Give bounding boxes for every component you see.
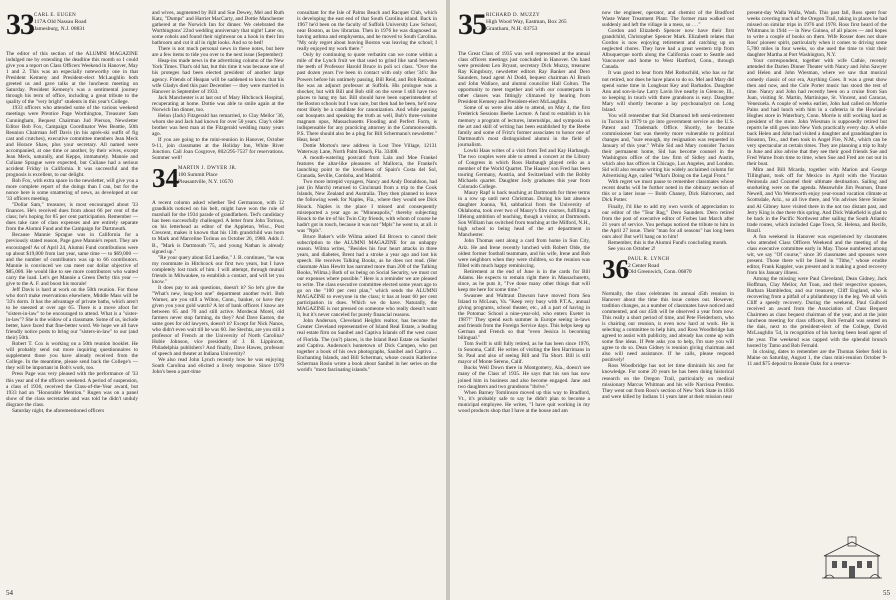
class-year-number: 35 (458, 8, 486, 41)
paragraph: Lowki Haas writes of a visit from Ted and Kay Harbaugh. The two couples were able to attend a concert at the Library of Congress in which Ross Harbaugh played cello as a member of the World Quartet. The Haases' son Fred has been touring Germany, Austria, and Switzerland with the Bobby Michaels quartet. Daughter Jody graduates this year from Colorado College. (458, 147, 590, 191)
paragraph: When Barney Tomlinson moved up this way to Bradford, Vt., it's probably safe to say he didn't plan to become a municipal employee. He writes, "I have quit working in my wood products shop that I have at the house and am (458, 389, 590, 414)
paragraph: If you are going to the mini-reunion in Hanover, October 9-11, join classmates at the Holiday Inn, White River Junction. Call Joan Cosgrove, 802/295-7537 for reservations. Summer well! (152, 136, 284, 162)
paragraph: Mim and Bill Mcarda, together with Marion and George Tillinghast, took off for Mexico in April with the Yucatan Peninsula and Cozumel their ultimate destination. Sailing and snorkeling were on the agenda. Meanwhile Jim Pearson, Dune Newell, and Vin Wentworth enjoy year-round vacation climate at Scottsdale, Ariz., so all live there, and Vin advises Steve Stoiser and Al Gibney have visited there in the not too distant past, and Jerry King is due there this spring. And Dick Wakefield is glad to be back in the Pacific Northwest after sailing the South Atlantic trade routes, which included Cape Town, St. Helena, and Recife, Brazil. (747, 167, 887, 234)
paragraph: Remember, this is the Alumni Fund's concluding month. (608, 239, 728, 246)
page-number: 54 (6, 589, 13, 597)
paragraph: present-day Walla Walla, Wash. This past fall, Ross spent four weeks covering much of the Oregon Trail, taking in places he had missed on similar trips in 1976 and 1978. Ross first heard of the Whitmans in 1944 — in New Guinea, of all places — and hopes to write a couple of books on them. Wife Rosser does not share Ross' pioneer spirit, particularly when it comes to driving some 5,700 miles in four weeks, so she used the time to visit their daughter Martha at Port Washington, N.Y. (747, 10, 887, 59)
right-column-2 (602, 10, 734, 400)
paragraph: Some of us were also able to attend, on May 4, the first Frederick Sessions Beebe Lecture. A fund to establish in his memory a program of lectures, internships, and symposia on the art and skill of writing has been established by the Beebe family and some of Fritz's former associates to honor one of Dartmouth's most distinguished alumni in the field of journalism. (458, 105, 590, 148)
paragraph: The editor of this section of the ALUMNI MAGAZINE indulged me by extending the deadline this month so I could give you a report on Class Officers Weekend in Hanover, May 1 and 2. This was an especially noteworthy one in that President Kemeny and President-elect McLaughlin both greeted us and gave talks at the luncheon meeting on Saturday. President Kemeny's was a sentimental journey through his term of office, including a great tribute to the quality of the "very bright" students in this year's College. (6, 51, 138, 106)
building-sketch-icon (822, 536, 882, 582)
paragraph: Ross Woodbridge has not let time diminish his zest for knowledge. For some 20 years he has been doing historical research on the Oregon Trail, particularly on medical missionary Marcus Whitman and his wife Narcissa Prentiss. They went out from Ross's section of New York State in 1836 and were killed by Indians 11 years later at their mission near (602, 363, 734, 400)
paragraph: Maury Rapf is back teaching at Dartmouth for three terms in a row up until next Christmas. During his last absence daughter Joanna, '84, sabbatical from the University of Oklahoma, took over two of Maury's film courses, fulfilling a lifelong ambition of teaching, though a visitor, at Dartmouth. Son William has switched from teaching at the Milford, N.H., high school to being head of the art department in Manchester. (458, 190, 590, 239)
paragraph: Bob Fox, with extra space in the newsletter, will give you a more complete report of the doings than I can, but for the nonce here is some smattering of news, as developed at our '33 officers meeting. (6, 177, 138, 203)
paragraph: Press Page was very pleased with the performance of '33 this year and of the officers weekend. A period of suspension, a class of 1936, received the Class-of-the-Year award, but 1933 had an "Honorable Mention." Rugen was on a panel show of the class secretaries and was told he didn't unduly disgrace the class. (6, 371, 138, 408)
paragraph: Only by continuing to quote verbatim can we come within a mile of the Lynch fruit we that used to grind like sand between the teeth of Professor Harold Bruce in poli sci class. "Over the past dozen years I've been in contact with only other '34's: Ike Powers before his untimely passing, Bill Reid, and Bob Rodman. Ike was an adjunct professor at Suffolk. His prologue was a shocker, but with Bill and Bob still on the scene I still have two places to hang my hat. Bill should have been superintendent of the Boston schools but I was sure, but then had he been, he'd now most likely be a candidate for canonization. And while passing out bouquets and speaking the truth as well, Bob's three-volume magnum opus, Massachusetts Flooding and Perfect Form, is indispensable for any practicing attorney in the Commonwealth. P.S. There should also be a plug for Bill Schermann's newsletter." Hear, hear! (297, 52, 437, 143)
paragraph: Two more intrepid voyagers, Nancy and Andy Donaldson, had just (in March) returned to Cincinnati from a trip to the Cook Islands, New Zealand and Australia. They then planned to leave the following week for Naples, Fla., where they would see Dick Houck. Naples is the place I missed and consequently misreported a year ago as "Minneapolis," thereby subjecting Houck to the ire of his Twin City friends, with whom of course he hadn't got in touch, because it was not "Mpls" he went to, at all. it was "Npls". (297, 179, 437, 234)
address-line-2: Jamesburg, N.J. 08831 (34, 25, 86, 32)
paragraph: Retirement at the end of June is in the cards for Bill Adams. He expects to remain right there in Massachusetts, since, as he puts it, "I've done many other things that will keep me here for some time." (458, 268, 590, 293)
page-number: 55 (883, 589, 890, 597)
paragraph: Helon (Jack) Fitzgerald has remarried, to Clay Mellor '36, whom she and Jack had known for over 50 years. Clay's older brother was best man at the Fitzgerald wedding many years ago. (152, 112, 284, 137)
paragraph: John Thomas sent along a card from home in Sun City, Ariz. He and Irene recently lunched with Robert Olde, the oldest former football teammate, and his wife, Irene and Bob were neighbors when they were children, so the reunion was filled with much happy reminiscing. (458, 238, 590, 269)
paragraph: There is not much personal news in these notes, but here are a few items to tide you over to the next issue (September): (152, 46, 284, 59)
paragraph: In closing, dates to remember are the Thomas Sieber field in Maine on Saturday, August 1, the class mini-reunion October 9-11 and $75 deposit to Bonnie Oaks for a reserva- (747, 348, 887, 367)
secretary-name: PAUL R. LYNCH (628, 256, 670, 262)
paragraph: Your correspondent, together with wife Cathie, recently attended the Darien Dinner Theater with Nancy and John Sawyer and Helen and John Wiesman, where we saw that musical comedy classic of our era, Anything Goes. It was a great show then and now, and the Cole Porter music has stood the test of time. Nancy and John had recently been on a cruise from San Juan, visiting St. Martin, Martinique, St. Vincent, and Caracas, Venezuela. A couple of weeks earlier, John had called on Morrie Pains and had lunch with him in a cafeteria in the Howland-Hughes store in Waterbury, Conn. Morrie is still working hard as president of the store. John Wiesman is supposedly retired but reports he still goes into New York practically every day. A while back Helen and John had visited a daughter and granddaughter in Houston, Tex., and then took in Angel Fire, N.M., which can be very spectacular at certain times. They are planning a trip to Italy in June and also advise that they see their good friends Sue and Fred Warne from time to time, when Sue and Fred are not out in their boat. (747, 58, 887, 168)
secretary-name: RICHARD D. MUZZY (486, 13, 541, 18)
paragraph: Heap-ins made news in the advertising column of the New York Times. That's old hat, but this time it was because one of his proteges had been elected president of another large agency. Friends of Heapan will be saddened to know that his wife Gladys died this past December — they were married in Hanover in September of 1933. (152, 58, 284, 95)
left-column-3 (297, 10, 437, 373)
address-line-1: 117A Old Nassau Road (34, 19, 87, 26)
right-column-1 (458, 10, 590, 414)
paragraph: A recent column asked whether Ted Germanson, with 12 grandkids noticed on his belt, might have won the role of marshall for the 1934 parade of grandfathers. Ted's candidacy has been successfully challenged. A letter from John Torinus, on his letterhead as editor of the Appleton, Wisc., Post Crescent, makes it known that his 13th grandchild was born to Mark and Marceline Torinus on October 26, 1980. Adds J. B., "Mark is Dartmouth '75, and young Nathan is already signed up." (152, 200, 284, 255)
class-secretary-address (628, 257, 692, 276)
left-column-1 (6, 10, 138, 414)
class-secretary-address (34, 13, 86, 32)
paragraph: You will remember that Sid Diamond left semi-retirement in Tucson in 1979 to go into government service as the U.S. Patent and Trademark Office. Shortly, he became commissioner but was thereby more vulnerable to political changes and, "sure enough, my resignation was requested in January of this year." While Sid and Mary consider Tucson their permanent home, Sid has become counsel in the Washington office of the law firm of Sidley and Austin, which also has offices in Chicago, Los Angeles, and London. Sid will also resume writing his widely acclaimed column for Advertising Age, called "What's Doing on the Legal Front." (602, 112, 734, 180)
paragraph: Swasnee and Waltraut Dawson have moved from Sea Island to McLean, Va. "Keep very busy with P.T.A., annual giving programs, school theater, etc., all a part of having in the Potomac School a nine-year-old, who enters Exeter in 1987!" They spend each summer in Europe seeing in-laws and friends from the Foreign Service days. This helps keep up German and French so that "even Jessica is becoming bilingual." (458, 292, 590, 342)
class-year-number: 33 (6, 8, 34, 41)
address-line-2: Grantham, N.H. 03753 (486, 25, 538, 32)
paragraph: A fun weekend in Hanover was experienced by classmates who attended Class Officers Weekend and the meeting of the class executive committee early in May. Those numbered among wit, we say "Of course," since 36 classmates and spouses were present. Those there will be listed in "Tithe," whose erudite editor, Frank Kappler, was present and is making a good recovery from his January illness. (747, 233, 887, 277)
class-secretary-address (486, 13, 567, 32)
class-year-number: 36 (602, 253, 629, 284)
left-page (0, 0, 446, 600)
class-header-1935 (458, 10, 590, 48)
paragraph: Gordon and Elizabeth Spencer now have their first grandchild, Christopher Spencer Mark. Elizabeth relates that Gordon is now enjoying retirement and catching up on neglected chores. They have had a great western trip from Albuquerque north along the California coast to Seattle and Vancouver and home to West Hartford, Conn., through Canada. (602, 28, 734, 71)
secretary-name: CARL E. EUGEN (34, 13, 77, 18)
address-line-2: Old Greenwich, Conn. 06870 (628, 269, 692, 276)
building-illustration (822, 536, 882, 587)
class-secretary-address (178, 166, 237, 185)
address-line-2: Pleasantville, N.Y. 10570 (178, 178, 233, 185)
left-column-2 (152, 10, 284, 376)
paragraph: Saturday night, the aforementioned officers (12, 407, 105, 414)
paragraph: A mouth-watering postcard from Lala and Moe Frankel features the altar-like pleasures of Mallorca, the Frankel's launching point to the loveliness of Spain's Costa del Sol, Granada, Seville, Cordoba, and Madrid. (297, 155, 437, 180)
paragraph: 1933 officers who attended some of the various weekend meetings were Prentice Page Worthington, Treasurer Sam Cunningham, Bequest Chairman Jud Pierson, Newsletter Editor Bob Fox, Campaign Coordinator Wes Beattie, 50th Reunion Chairman Jeff Davis (in his aprés-ski outfit of fig cast and crutches), executive committee members Jean Meck and Horace Shaw, plus your secretary. All named were accompanied, at one time or another, by their wives, except Jean Meck, naturally, and Keppo, immaturely. Mannie and Culiane Sprague were expected, but Culiane had a serious accident Friday in California. It was successful and the prognosis is excellent, to our delight. (6, 105, 138, 178)
class-header-1933 (6, 10, 138, 48)
paragraph: Robert T. Cox is working on a 50th reunion booklet. He will probably send out more inquiring questionnaires to supplement those you have already received from the College. In the meantime, please send back the College's — they will be important in Bob's work, too. (6, 341, 138, 372)
class-header-1934 (152, 164, 284, 198)
paragraph: Jack Manchester is at last out of Mary Hitchcock Hospital, recuperating at home. Dottie was able to smile again at the Norwich Inn dinner, too. (152, 94, 284, 113)
paragraph: Normally, the class celebrates its annual 45th reunion in Hanover about the time this issue comes out. However, tradition changes, as a number of classmates have noticed and commented, and our 45th will be observed a year from now. This really a short period of time, and Pete Fleiderborn, who is chairing our reunion, is even now hard at work. He is selecting a committee to help him, and Ross Woodbridge has agreed to assist with publicity, and already has come up with some fine ideas. If Pete asks you to help, I'm sure you will agree to do so. Dean Gidney is reunion giving chairman and also will need assistance. If he calls, please respond positively! (602, 290, 734, 364)
address-line-1: 100 Summit Place (178, 172, 218, 179)
paragraph: John Anderson, Cleveland Heights realtor, has become the Greater Cleveland representative of Island Real Estate, a leading real estate firm on Sanibel and Captiva Islands off the west coast of Florida. The (on?) places, is the Island Real Estate on Sanibel and Captiva. Anderson's hometown of Dick Campen, who put together a book of his own photographs, Sanibel and Captiva ... Enchanting Islands, and Bill Scherman, whose cousin Katherine Scherman Rosin wrote a book about Sanibel in her series on the world's "most fascinating islands." (297, 318, 437, 373)
right-column-3 (747, 10, 887, 367)
paragraph: "Re your query about Ed Luedke," J. B. continues, "he was my roommate in Hitchcock our first two years, but I have completely lost track of him. I will attempt, through mutual friends in Milwaukee, to establish a contact, and will let you know." (152, 254, 284, 285)
paragraph: Jeff Davis is hard at work on the 50th reunion. For those who don't make reservations elsewhere, Middle Mass will be '33's dorm. It has the advantage of private baths, which aren't to be sneezed at over age 65. There is a move afoot for "sisters-in-law" to be encouraged to attend. What is a "sister-in-law"? She is the widow of a classmate. Some of us, include better, have faced that fine-better word. We hope we all have friendly notice posts to bring our "sisters-in-law" to our (and their) 50th. (6, 286, 138, 342)
address-line-1: 2 Center Road (628, 263, 660, 270)
paragraph: We also read John Lynch recently how he was enjoying South Carolina and elicited a lively response. Since 1979 John's been a part-time (152, 357, 284, 376)
paragraph: Bruce Baker's wife Wilma asked Ed Brown to cancel their subscription to the ALUMNI MAGAZINE for an unhappy reason. Wilma writes, "Besides his four heart attacks in three years, and diabetes, Brent had a stroke a year ago and lost his speech. He receives Talking Books, as he does not read. (Her classmate Alan Hewitt has narrated more than 200 of the Talking Books, Wilma.) Both of us being on Social Security, we must cut our expenses where possible." Here is a reminder we are pleased to write. The class executive committee elected some years ago to go on the "100 per cent plan," which sends the ALUMNI MAGAZINE to everyone in the class; it has at least 60 per cent participation in dues. Which we do have. Naturally, the MAGAZINE is not pressed on someone who really doesn't want it, but it's never canceled for purely financial reasons. (297, 233, 437, 319)
paragraph: "Dollar Sam," treasurer, is most encouraged about '33 finances. He's received dues from about 66 per cent of the class; he's hoping for 85 per cent participation. Remember — dues take care of class expenses and are entirely separate from the Alumni Fund and the Campaign for Dartmouth. (6, 202, 138, 233)
paragraph: It does pay to ask questions, doesn't it? So let's give the "What's new, long-lost one" department another twirl. Bob Warner, are you still a Wilton, Conn., banker, or have they given you your gold watch? A lot of bank officers I know are between 65 and 70 and still active. Mordecai Morel, old farmers never stop farming, do they? And Dave Easton, the same goes for old lawyers, doesn't it? Except for Nick Nanos, who didn't even wait till he was 60. Joe Stechta, are you still a professor of French at the University of North Carolina? Hubie Johnson, vice president of J. B. Lippincott, Philadelphia publishers? And finally, Dave Hawes, professor of speech and theater at Indiana University? (152, 284, 284, 358)
paragraph: Finally, I'd like to add my own words of appreciation to our editor of the "Tear Rag," Dero Saunders. Dero retired from the post of executive editor of Forbes last March after 21 years of service. You perhaps noticed the tribute to him in the April 27 issue. Their "man for all seasons" has long been ours also! But we'll hang on to him! (602, 203, 734, 240)
address-line-1: High Wood Way, Eastman, Box 265 (486, 19, 567, 26)
paragraph: now the engineer, operator, and chemist of the Bradford Waste Water Treatment Plant. The former man walked out suddenly and left the village in a mess, so . . ." (602, 10, 734, 29)
paragraph: Because Mannie Sprague was in California for a previously stated reason, Page gave Mannie's report. They are encouraged! As of April 24, Alumni Fund contributions were up about $19,000 from last year, same time — to $69,000 — and the number of contributors was up to 66 contributors. Mannie is convinced we can meet our dollar objective of $85,000. He would like to see more contributors who waited carry the load. Let's get Mannie a Green Derby this year — give to the A. F. and boost his morale! (6, 232, 138, 287)
paragraph: consultant for the Isle of Palms Beach and Racquet Club, which is developing the east end of that South Carolina island. Back in 1967 he'd been on the faculty of Suffolk University Law School, near Boston, as law librarian. Then in 1976 he was diagnosed as having asthma and emphysema, and he moved to South Carolina. "My only regret about leaving Boston was leaving the school; I really enjoyed my work there." (297, 10, 437, 53)
class-header-1936 (602, 255, 734, 289)
paragraph: Bucks Well Down there in Montgomery, Ala., doesn't see many of the Class of 1935. He says that his son has now joined him in business and also become engaged. Jane and two daughters and two grandsons "thrive." (458, 365, 590, 390)
paragraph: Tom Swift is still fully retired, as he has been since 1976, in Sonoma, Calif. He writes of visiting the Ben Harrimans in St. Paul and also of seeing Bill and Tia Short. Bill is still mayor of Monte Sereno, Calif. (458, 341, 590, 366)
paragraph: and wives, augmented by Bill and Sue Dewey, Mel and Ruth Katz, "Dumps" and Harriet MacCarty, and Dottie Manchester gathered at the Norwich Inn for dinner. We celebrated the Worthingtons' 22nd wedding anniversary that night! Later on, some cohols and found their nightwear on a hook in their Inn bathroom and cut it all in right looks. And so to bed! (152, 10, 284, 47)
class-year-number: 34 (152, 163, 179, 194)
paragraph: Dottie Morton's new address is Lost Tree Village, 12131 Waterway Lane, North Palm Beach, Fla. 33408. (297, 143, 437, 156)
paragraph: With regret we must pause to remember classmates whose recent deaths will be further noted in the obituary section of this or a later issue — Bobb Chaney, Dick Halvorsen, and Dick Potter. (602, 179, 734, 204)
right-page (450, 0, 896, 600)
paragraph: See you on October 2! (608, 245, 656, 252)
secretary-name: MARTIN J. DWYER JR. (178, 166, 237, 172)
paragraph: Among the missing were Paul Cleveland, Dean Gidney, Jack Hoffman, Clay Mellor, Art Toan, and their respective spouses, Barbara Hambledon, and our treasurer, Cliff England, who is recovering from a pitfall of a philanthropy in the leg. We all wish Cliff a speedy recovery. During the weekend, Paul Gulbord received an award from the Association of Class Bequest Chairmen as class bequest chairman of the year, and at the joint luncheon meeting for class officers, Bob Fernald was seated on the dais, next to the president-elect of the College, David McLaughlin '54, in recognition of his having been head agent of the year. The weekend was capped with the splendid brunch hosted by Tamo and Bob Fernald. (747, 276, 887, 349)
paragraph: The Great Class of 1935 was well represented at the annual class officers meetings just concluded in Hanover. On hand were president Len Bryant, secretary Dick Muzzy, treasurer Ray Kingsbury, newsletter editors Ray Banker and Dero Saunders, head agent Al Dodd, bequest chairman Al Brush and John Wallace, and alumni councilor Hall Colton. The opportunity to meet together and with our counterparts in other classes was fittingly climaxed by hearing from President Kemeny and President-elect McLaughlin. (458, 51, 590, 106)
paragraph: It was good to hear from Mel Rothschild, who has so far not retired, nor does he have plans to do so. Mel and Mary did spend some time in Longboat Key and Barbados. Daughter Ann and son-in-law Larry Lavin live nearby in Glencoe, Ill., so keeping in touch with three grandsons is easy. Daughter Mary will shortly become a lay psychoanalyst on Long Island. (602, 70, 734, 113)
